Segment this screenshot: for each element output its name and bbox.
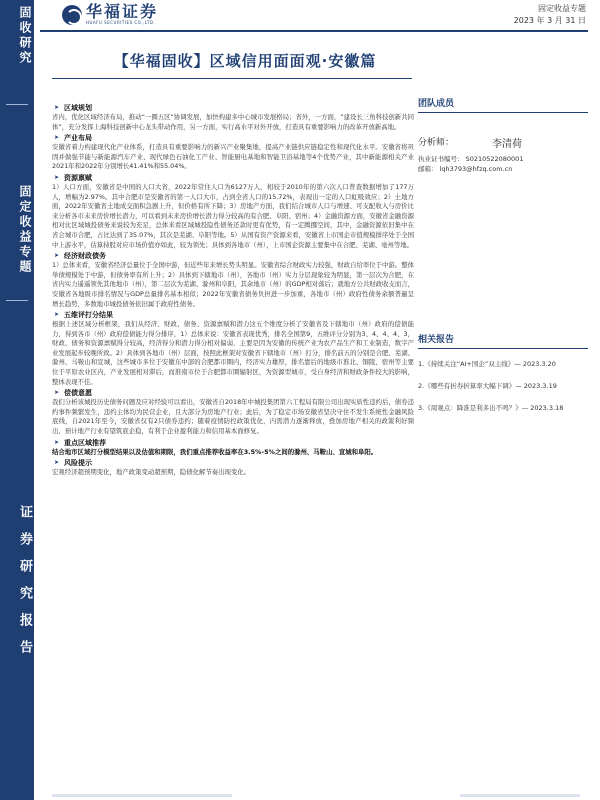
related-list [418,359,588,413]
section-recommendation [52,438,414,458]
section-risk [52,458,414,478]
section-heading: ➤ 区域规划 [52,103,414,113]
logo-name-cn: 华福证券 [86,2,159,21]
page-header [34,0,600,30]
logo-icon [62,5,82,25]
section-text: 我们分析该城投历史债务问题及应对经验可以看出，安徽省自2018年中城投集团第六工程局有限公司出现实质性违约后，债券违约事件频繁发生，违约主体均为民营企业，且大部分为房地产行业；此后，为了稳定市场安徽省坚决守住不发生系统性金融风险底线，自2021年至今，安徽省仅有2只债券违约；随着疫情防控政策优化，内需潜力逐渐释放，叠加房地产相关的政策利好频出，预计地产行业有望筑底企稳，有利于企业盈利能力和信用基本面修复。 [52,398,414,436]
section-heading: ➤ 偿债意愿 [52,388,414,398]
section-willingness [52,388,414,436]
report-type: 固定收益专题 [538,4,586,13]
section-resources [52,173,414,250]
section-scoring [52,310,414,387]
section-text: 1）人口方面，安徽省是中国的人口大省，2022年常住人口为6127万人，相较于2010年的第六次人口普查数据增加了177万人，增幅为2.97%。其中合肥市是安徽省的第一人口大市，占到全省人口的15.72%，表现出一定的人口虹吸效应；2）土地方面，2022年安徽省土地成交面积急剧上升，但价格有所下降；3）房地产方面，我们结合城市人口与增速、可支配收入与房价比来分析各市未来房价增长潜力，可以看到未来房价增长潜力得分较高的有合肥、阜阳、宿州；4）金融资源方面，安徽省金融资源相对比区域城投债务来说较为充足，总体来看区域城投隐性债务还款时更有优势，有一定腾挪空间，其中，金融资源依旧集中在省会城市合肥，占比达到了35.07%，其次是芜湖、阜阳等地。5）从国有资产资源来看，安徽省上市国企市值规模排序处于全国中上游水平，估算持股对应市场价值亦如此，较为领先；具体到各地市（州），上市国企资源主要集中在合肥、芜湖、亳州等地。 [52,182,414,249]
header-meta [514,3,586,27]
analyst-email[interactable]: 邮箱： lqh3793@hfzq.com.cn [418,165,513,173]
sidebar-divider [6,300,28,301]
related-report-link[interactable]: 3.《周观点：降准是利多出不鸣？》— 2023.3.18 [418,404,564,412]
sidebar-divider [6,104,28,105]
section-heading: ➤ 产业布局 [52,133,414,143]
sidebar-label-topic: 固定收益专题 [18,185,32,275]
related-title: 相关报告 [418,332,588,349]
section-heading: ➤ 经济财政债务 [52,251,414,261]
header-rule [40,30,588,32]
sidebar [0,0,34,800]
company-logo [62,4,158,25]
section-text: 1）总体来看，安徽省经济总量位于全国中游，但近些年来增长势头明显。安徽省综合财政实力较强，财政自给率位于中游。整体举债规模处于中游，但债务率有所上升；2）具体到下辖地市（州），各地市（州）实力分层现象较为明显，第一层次为合肥，在省内实力遥遥领先其他地市（州），第二层次为芜湖、滁州和阜阳，其余地市（州）的GDP相对落后；就地方公共财政收支而言，安徽省各地级市排名情况与GDP总量排名基本相似；2022年安徽省债务负担进一步加重，各地市（州）政府性债务余额普遍呈增长趋势，多数地市城投债务依旧属于政府性债务。 [52,261,415,308]
section-heading: ➤ 资源禀赋 [52,173,414,183]
section-text: 结合地市区域打分模型结果以及估值和期限，我们重点推荐收益率在3.5%-5%之间的滁州、马鞍山、宣城和阜阳。 [52,447,378,456]
footer-text-right [460,794,580,797]
footer-text-left [52,794,232,797]
related-report-link[interactable]: 2.《哪些有折券折算率大幅下调》— 2023.3.19 [418,382,557,390]
section-economy [52,251,414,309]
analyst-cert: 执业证书编号： S0210522080001 [418,155,524,163]
related-report-link[interactable]: 1.《持续关注“AI+国企”双主线》— 2023.3.20 [418,360,556,368]
section-text: 安徽省着力构建现代化产业体系，打造具有重要影响力的新兴产业聚集地，提高产业链供应链稳定性和现代化水平。安徽省将巩固并做强节能与新能源汽车产业、现代绿色石油化工产业、智能厨电基地和智能卫浴基地等4个优势产业，其中新能源相关产业2021年和2022年分别增长41.41%和55.04%。 [52,143,414,171]
section-text: 省内，优化区域经济布局，推动“一圈五区”协调发展，加快构建多中心城市发展格局；省外，一方面，“建设长三角科技创新共同体”，充分发挥上海科技创新中心龙头带动作用，另一方面，实行高水平对外开放，打造具有重要影响力的改革开放新高地。 [52,113,414,131]
side-panel [418,96,588,425]
section-text: 宏观经济超预期变化，地产政策变动超预期，隐债化解节奏出现变化。 [52,468,251,477]
analyst-label: 分析师： [418,138,455,148]
logo-name-en: HUAFU SECURITIES CO.,LTD. [86,20,156,25]
report-body [52,102,414,478]
analyst-meta [418,154,588,174]
title-rule [52,78,412,79]
section-planning [52,103,414,132]
section-text: 根据上述区域分析框架，我们从经济、财政、债务、资源禀赋和潜力这五个维度分析了安徽省及下辖地市（州）政府的偿债能力，得到各市（州）政府偿债能力得分排序，1）总体来说：安徽省表现优秀，排名全国第9，五维评分分别为3、4、4、4、3，财政、债务和资源禀赋得分较高，经济得分和潜力得分相对偏弱，主要是因为安徽的传统产业为农产品生产和工业制造，数字产业发展起步较晚所致。2）具体到各地市（州）层面，按照此框架对安徽省下辖地市（州）打分，排名前五的分别是合肥、芜湖、滁州、马鞍山和宣城，这些城市多位于安徽东中部的合肥都市圈内，经济实力雄厚，排名靠后的地级市淮北、铜陵、宿州等主要位于平原农业区内，产业发展相对滞后，而淮南市位于合肥都市圈辐射区，为资源型城市，受自身经济和财政条件较大的影响，整体表现不佳。 [52,320,414,386]
section-heading: ➤ 五维评打分结果 [52,310,414,320]
sidebar-label-report: 证券研究报告 [17,505,32,667]
page-title: 【华福固收】区域信用面面观·安徽篇 [113,52,377,70]
sidebar-label-research: 固收研究 [18,6,32,66]
analyst-name: 李清荷 [492,139,523,150]
report-date: 2023 年 3 月 31 日 [513,16,586,25]
section-industry [52,133,414,172]
section-heading: ➤ 风险提示 [52,458,414,468]
page-footer [40,791,588,800]
analyst-row [418,135,588,150]
section-heading: ➤ 重点区域推荐 [52,438,414,448]
team-title: 团队成员 [418,96,588,113]
